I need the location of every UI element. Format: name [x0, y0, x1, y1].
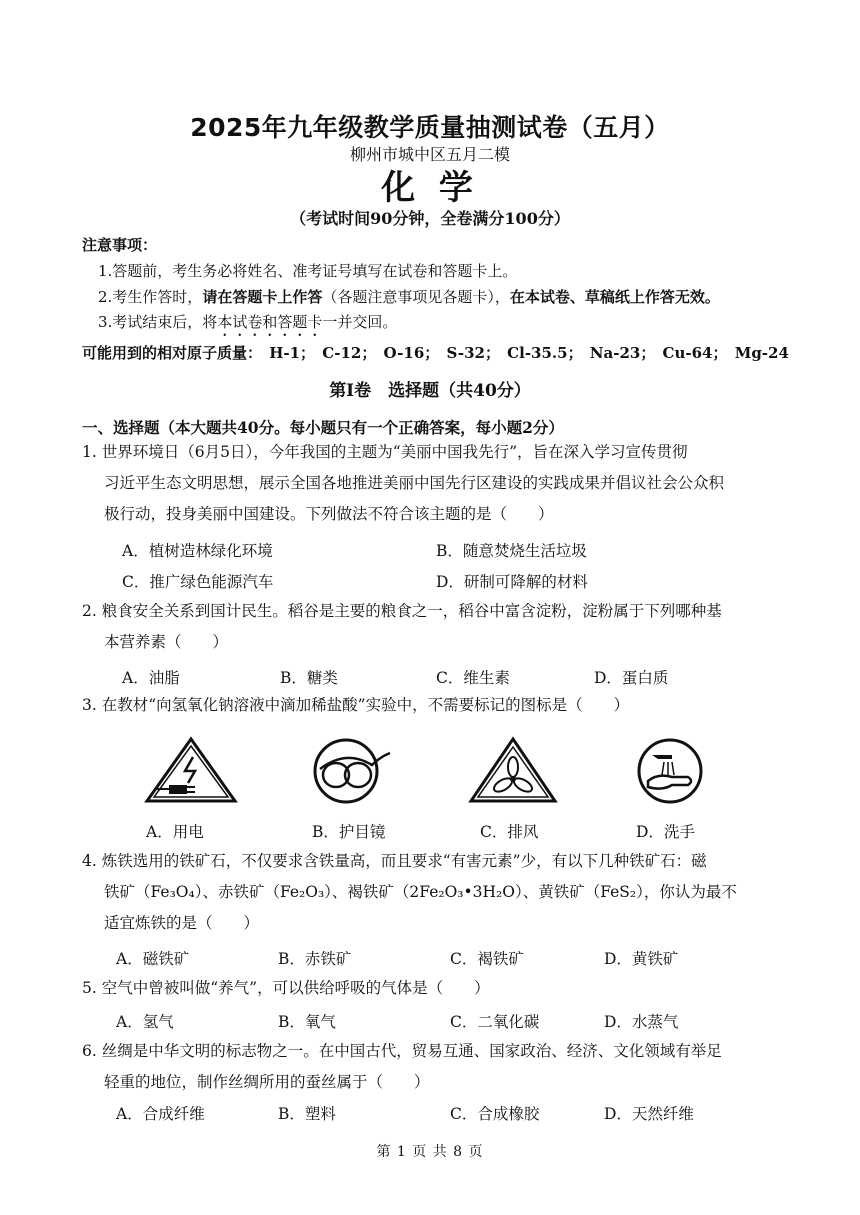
q1-option-c: C．推广绿色能源汽车 — [122, 573, 274, 591]
subject-title: 化 学 — [381, 168, 479, 208]
question-line: 1. 世界环境日（6月5日），今年我国的主题为“美丽中国我先行”，旨在深入学习宣传贯彻 — [82, 443, 688, 461]
question-line: 本营养素（ ） — [104, 633, 229, 651]
q4-option-c: C．褐铁矿 — [450, 950, 524, 968]
notice-item-1 — [98, 260, 517, 281]
question-1 — [82, 437, 782, 530]
question-line: 6. 丝绸是中华文明的标志物之一。在中国古代，贸易互通、国家政治、经济、文化领域有举足 — [82, 1042, 722, 1060]
notice-item-2-a: 2.考生作答时， — [98, 288, 203, 306]
notice-item-3-b: 本试卷和答题卡 — [217, 313, 323, 331]
question-line: 5. 空气中曾被叫做“养气”，可以供给呼吸的气体是（ ） — [82, 979, 490, 997]
part-heading: 一、选择题（本大题共40分。每小题只有一个正确答案，每小题2分） — [82, 418, 564, 437]
notice-item-3-c: 一并交回。 — [322, 313, 398, 331]
hand-wash-icon — [622, 735, 718, 805]
q2-option-d: D．蛋白质 — [594, 669, 669, 687]
question-2 — [82, 596, 782, 658]
q1-option-a: A．植树造林绿化环境 — [122, 542, 273, 560]
exam-time-info: （考试时间90分钟，全卷满分100分） — [290, 209, 570, 228]
notice-item-2-b: 请在答题卡上作答 — [202, 288, 323, 306]
question-line: 适宜炼铁的是（ ） — [104, 914, 260, 932]
q3-option-a: A．用电 — [146, 823, 204, 841]
q1-option-b: B．随意焚烧生活垃圾 — [436, 542, 587, 560]
question-3 — [82, 690, 782, 721]
q3-option-b: B．护目镜 — [312, 823, 386, 841]
notice-item-2 — [98, 286, 720, 307]
q6-option-c: C．合成橡胶 — [450, 1105, 540, 1123]
question-line: 铁矿（Fe₃O₄）、赤铁矿（Fe₂O₃）、褐铁矿（2Fe₂O₃•3H₂O）、黄铁矿（FeS₂），你认为最不 — [104, 883, 737, 901]
question-line: 2. 粮食安全关系到国计民生。稻谷是主要的粮食之一，稻谷中富含淀粉，淀粉属于下列哪种基 — [82, 602, 722, 620]
notice-item-2-d: 在本试卷、草稿纸上作答无效。 — [509, 288, 720, 306]
page-number: 第 1 页 共 8 页 — [376, 1144, 484, 1160]
q4-option-d: D．黄铁矿 — [604, 950, 679, 968]
q1-option-d: D．研制可降解的材料 — [436, 573, 588, 591]
question-line: 4. 炼铁选用的铁矿石，不仅要求含铁量高，而且要求“有害元素”少，有以下几种铁矿石：磁 — [82, 852, 707, 870]
notice-heading: 注意事项： — [82, 236, 158, 254]
ventilation-fan-icon — [465, 735, 561, 805]
q2-option-a: A．油脂 — [122, 669, 180, 687]
question-line: 3. 在教材“向氢氧化钠溶液中滴加稀盐酸”实验中，不需要标记的图标是（ ） — [82, 696, 630, 714]
question-5 — [82, 973, 782, 1004]
atomic-masses: 可能用到的相对原子质量： H-1； C-12； O-16； S-32； Cl-35.5； Na-23； Cu-64； Mg-24 — [82, 344, 789, 362]
exam-subtitle: 柳州市城中区五月二模 — [349, 145, 510, 164]
notice-item-1-text: 1.答题前，考生务必将姓名、准考证号填写在试卷和答题卡上。 — [98, 262, 518, 280]
question-line: 极行动，投身美丽中国建设。下列做法不符合该主题的是（ ） — [104, 505, 554, 523]
q5-option-a: A．氢气 — [116, 1013, 174, 1031]
exam-title: 2025年九年级教学质量抽测试卷（五月） — [190, 113, 670, 142]
q6-option-b: B．塑料 — [278, 1105, 336, 1123]
q2-option-c: C．维生素 — [436, 669, 510, 687]
question-6 — [82, 1036, 782, 1098]
electricity-warning-icon — [143, 735, 239, 805]
question-4 — [82, 846, 782, 939]
q5-option-c: C．二氧化碳 — [450, 1013, 540, 1031]
notice-item-2-c: （各题注意事项见各题卡）， — [322, 288, 510, 306]
q4-option-b: B．赤铁矿 — [278, 950, 352, 968]
q3-option-c: C．排风 — [480, 823, 539, 841]
q4-option-a: A．磁铁矿 — [116, 950, 190, 968]
q6-option-d: D．天然纤维 — [604, 1105, 694, 1123]
q5-option-b: B．氧气 — [278, 1013, 336, 1031]
q6-option-a: A．合成纤维 — [116, 1105, 205, 1123]
q3-option-d: D．洗手 — [636, 823, 695, 841]
notice-item-3 — [98, 311, 397, 340]
question-line: 习近平生态文明思想，展示全国各地推进美丽中国先行区建设的实践成果并倡议社会公众积 — [104, 474, 725, 492]
notice-item-3-a: 3.考试结束后，将 — [98, 313, 218, 331]
q2-option-b: B．糖类 — [280, 669, 338, 687]
question-line: 轻重的地位，制作丝绸所用的蚕丝属于（ ） — [104, 1073, 430, 1091]
q5-option-d: D．水蒸气 — [604, 1013, 679, 1031]
goggles-icon — [300, 735, 396, 805]
section-title: 第I卷 选择题（共40分） — [329, 381, 531, 401]
